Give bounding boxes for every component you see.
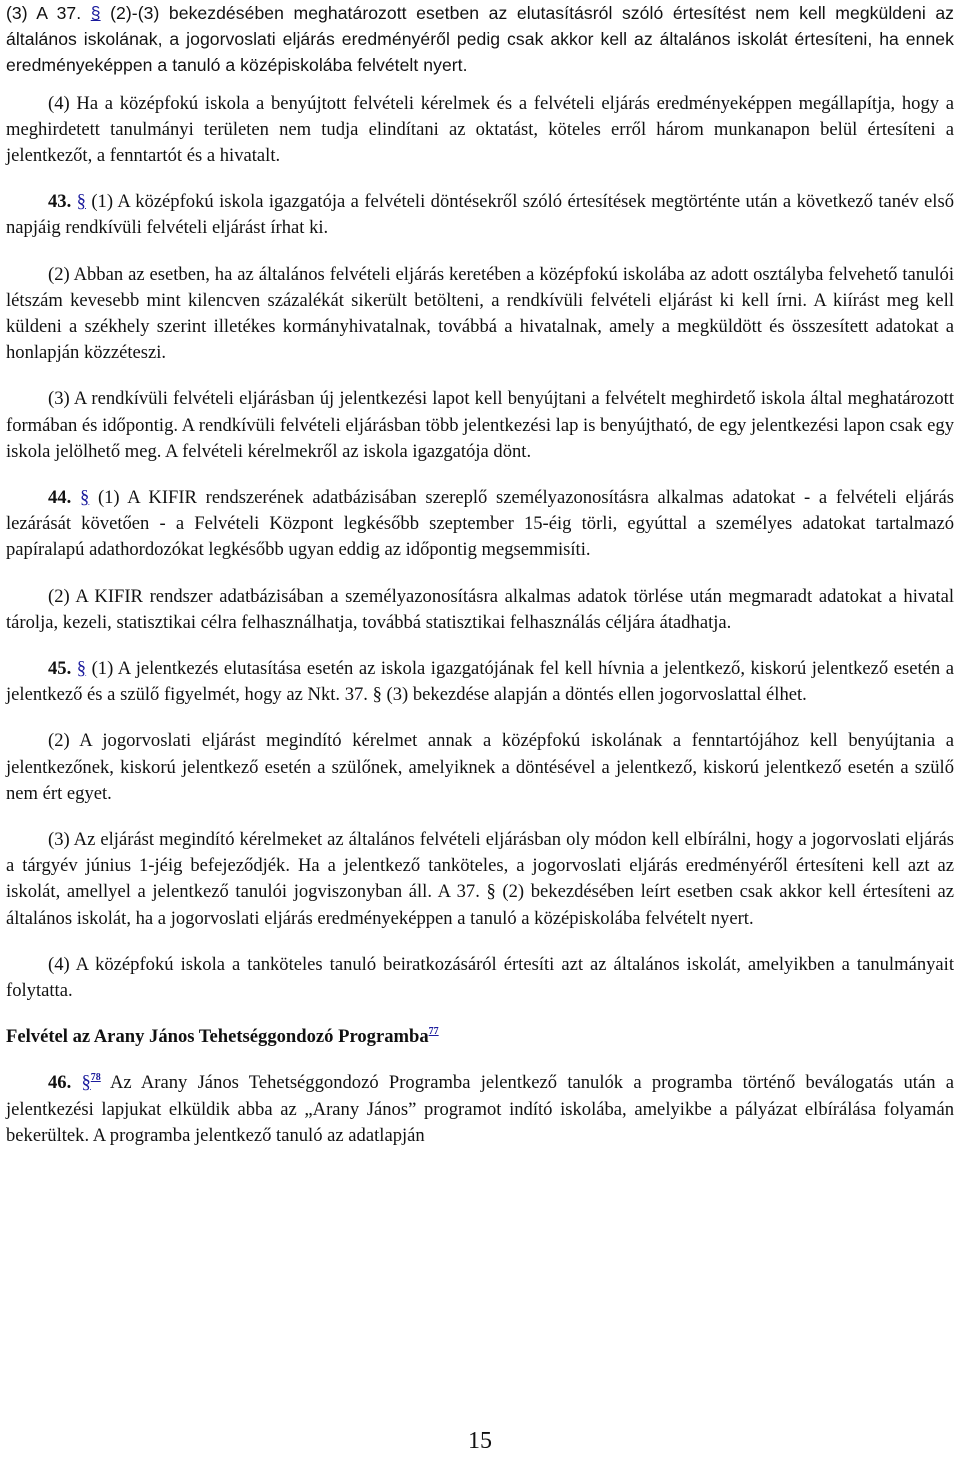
paragraph-45-3: (3) Az eljárást megindító kérelmeket az általános felvételi eljárásban oly módon kell elbírálni, hogy a jogorvoslati eljárás a tárgyév június 1-jéig befejeződjék. Ha a jelentkező tanköteles, a jogorvoslati eljárás eredményéről értesíteni kell azt az iskolát, amellyel a jelentkező tanulói jogviszonyban áll. A 37. § (2) bekezdésében leírt esetben csak akkor kell értesíteni az általános iskolát, ha a jogorvoslati eljárás eredményeképpen a tanuló a középiskolába felvételt nyert.: [6, 829, 954, 929]
page-number: 15: [468, 1428, 492, 1454]
paragraph-42-4: (4) Ha a középfokú iskola a benyújtott felvételi kérelmek és a felvételi eljárás eredményeképpen megállapítja, hogy a meghirdetett tanulmányi területen nem tudja elindítani az oktatást, köteles erről három munkanapon belül értesíteni a jelentkezőt, a fenntartót és a hivatalt.: [6, 92, 954, 167]
paragraph-45-4: (4) A középfokú iskola a tanköteles tanuló beiratkozásáról értesíti azt az általános iskolát, amelyikben a tanulmányait folytatta.: [6, 953, 954, 1002]
section-link[interactable]: §: [76, 658, 87, 680]
section-number: 43.: [48, 191, 72, 213]
section-link[interactable]: §: [79, 487, 90, 509]
paragraph-text: (3) A 37.: [6, 3, 91, 23]
paragraph-43-2: (2) Abban az esetben, ha az általános felvételi eljárás keretében a középfokú iskolába az adott osztályba felvehető tanulói létszám kevesebb mint kilencven százalékát sikerült betölteni, a rendkívüli felvételi eljárást ki kell írni. A kiírást meg kell küldeni a székhely szerint illetékes kormányhivatalnak, továbbá a hivatalnak, amely a megküldött és összesített adatokat a honlapján közzéteszi.: [6, 263, 954, 364]
section-link[interactable]: §: [81, 1072, 91, 1094]
section-link[interactable]: §: [90, 3, 101, 23]
paragraph-43-3: (3) A rendkívüli felvételi eljárásban új jelentkezési lapot kell benyújtani a felvételt meghirdető iskola által meghatározott formában és időpontig. A rendkívüli felvételi eljárásban több jelentkezési lap is benyújtható, de egy jelentkezési lapon csak egy iskola jelölhető meg. A felvételi kérelmekről az iskola igazgatója dönt.: [6, 388, 954, 462]
section-45-1: [6, 656, 954, 708]
paragraph-text: (1) A jelentkezés elutasítása esetén az iskola igazgatójának fel kell hívnia a jelentkező, kiskorú jelentkező esetén a jelentkező és a szülő figyelmét, hogy az Nkt. 37. § (3) bekezdése alapján a döntés ellen jogorvoslattal élhet.: [6, 658, 954, 706]
document-page: [6, 0, 954, 1149]
section-44-1: [6, 485, 954, 564]
section-number: 46.: [48, 1072, 72, 1094]
paragraph-text: Az Arany János Tehetséggondozó Programba jelentkező tanulók a programba történő beválogatás után a jelentkezési lapjukat elküldik abba az „Arany János” programot indító iskolába, amelyikbe a pályázat elbírálása folyamán bekerültek. A programba jelentkező tanuló az adatlapján: [6, 1072, 954, 1146]
section-46: [6, 1070, 954, 1149]
section-number: 45.: [48, 658, 72, 680]
paragraph-44-2: (2) A KIFIR rendszer adatbázisában a személyazonosításra alkalmas adatok törlése után megmaradt adatokat a hivatal tárolja, kezeli, statisztikai célra felhasználhatja, továbbá statisztikai felhasználás céljára átadhatja.: [6, 585, 954, 633]
footnote-link[interactable]: 77: [428, 1026, 439, 1038]
section-43-1: [6, 189, 954, 241]
paragraph-37-3: [6, 0, 954, 79]
paragraph-45-2: (2) A jogorvoslati eljárást megindító kérelmet annak a középfokú iskolának a fenntartójához kell benyújtania a jelentkezőnek, kiskorú jelentkező esetén a szülőnek, amelyiknek a döntésével a jelentkező, kiskorú jelentkező esetén a szülő nem ért egyet.: [6, 730, 954, 804]
paragraph-text: (1) A középfokú iskola igazgatója a felvételi döntésekről szóló értesítések megtörténte után a következő tanév első napjáig rendkívüli felvételi eljárást írhat ki.: [6, 191, 954, 239]
paragraph-text: (2)-(3) bekezdésében meghatározott esetben az elutasításról szóló értesítést nem kell megküldeni az általános iskolának, a jogorvoslati eljárás eredményéről pedig csak akkor kell az általános iskolát értesíteni, ha ennek eredményeképpen a tanuló a középiskolába felvételt nyert.: [6, 3, 955, 76]
heading-text: Felvétel az Arany János Tehetséggondozó Programba: [6, 1026, 429, 1048]
paragraph-text: (1) A KIFIR rendszerének adatbázisában szereplő személyazonosításra alkalmas adatokat - a felvételi eljárás lezárását követően - a Felvételi Központ legkésőbb szeptember 15-éig törli, egyúttal a személyes adatokat tartalmazó papíralapú adathordozókat legkésőbb ugyan eddig az időpontig megsemmisíti.: [6, 487, 954, 561]
section-link[interactable]: §: [76, 191, 86, 213]
footnote-link[interactable]: 78: [90, 1072, 101, 1084]
section-number: 44.: [48, 487, 72, 509]
section-heading: [6, 1024, 954, 1050]
